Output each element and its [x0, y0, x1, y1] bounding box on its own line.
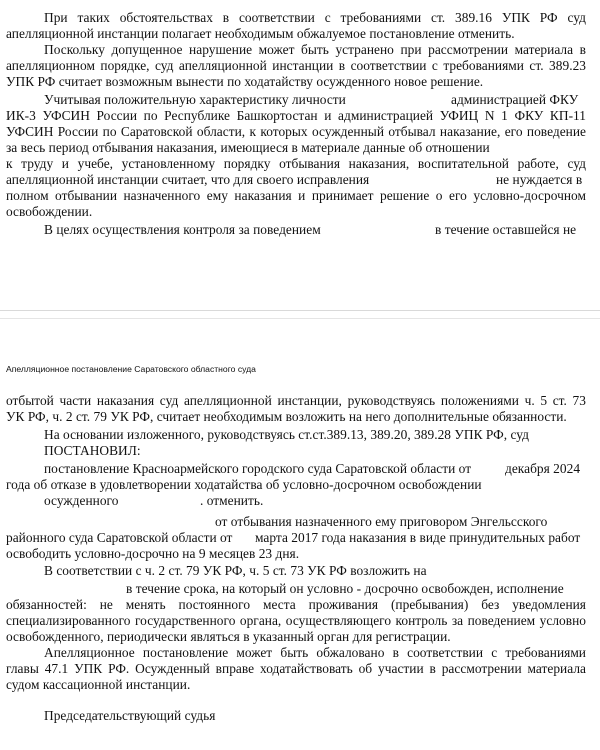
text-line: На основании изложенного, руководствуясь ст.ст.389.13, 389.20, 389.28 УПК РФ, суд	[44, 427, 529, 442]
text-line: года об отказе в удовлетворении ходатайства об условно-досрочном освобождении	[6, 477, 482, 492]
text-line: освобожденного, периодически являться в указанный орган для регистрации.	[6, 629, 451, 644]
text-line: в течение срока, на который он условно - досрочно освобожден, исполнение	[126, 581, 564, 596]
text-line: полном отбывании назначенного ему наказания и принимает решение о его условно-досрочном	[6, 188, 586, 203]
text-line: за весь период отбывания наказания, имеющиеся в материале данные об отношении	[6, 140, 490, 155]
text-line: к труду и учебе, установленному порядку отбывания наказания, воспитательной работе, суд	[6, 156, 586, 171]
text-line: ИК-3 УФСИН России по Республике Башкортостан и администрацией УФИЦ N 1 ФКУ КП-11	[6, 108, 586, 123]
text-line: ПОСТАНОВИЛ:	[44, 443, 141, 458]
text-line: освобождении.	[6, 204, 93, 219]
text-line: УПК РФ считает возможным вынести по ходатайству осужденного новое решение.	[6, 74, 484, 89]
document-page-top	[0, 0, 600, 310]
text-line: Апелляционное постановление может быть обжаловано в соответствии с требованиями	[44, 645, 586, 660]
text-line: районного суда Саратовской области от	[6, 530, 233, 545]
text-line: При таких обстоятельствах в соответствии с требованиями ст. 389.16 УПК РФ суд	[44, 10, 586, 25]
text-line: осужденного	[44, 493, 119, 508]
running-header: Апелляционное постановление Саратовского областного суда	[6, 364, 256, 374]
text-line: УК РФ, ч. 2 ст. 79 УК РФ, считает необходимым возложить на него дополнительные обязанности.	[6, 409, 567, 424]
text-line: от отбывания назначенного ему приговором Энгельсского	[215, 514, 548, 529]
text-line: главы 47.1 УПК РФ. Осужденный вправе ходатайствовать об участии в рассмотрении материала	[6, 661, 586, 676]
text-line: В целях осуществления контроля за поведением	[44, 222, 321, 237]
text-line: специализированного государственного органа, осуществляющего контроль за поведением условно	[6, 613, 586, 628]
text-line: апелляционной инстанции считает, что для своего исправления	[6, 172, 370, 187]
text-line: администрацией ФКУ	[451, 92, 579, 107]
text-line: . отменить.	[200, 493, 264, 508]
text-line: В соответствии с ч. 2 ст. 79 УК РФ, ч. 5 ст. 73 УК РФ возложить на	[44, 563, 427, 578]
text-line: освободить условно-досрочно на 9 месяцев 23 дня.	[6, 546, 300, 561]
text-line: УФСИН России по Саратовской области, к которых осужденный отбывал наказание, его поведение	[6, 124, 586, 139]
text-line: апелляционном порядке, суд апелляционной инстанции в соответствии с требованиями ст. 389.23	[6, 58, 586, 73]
text-line: Поскольку допущенное нарушение может быть устранено при рассмотрении материала в	[44, 42, 586, 57]
text-line: в течение оставшейся не	[435, 222, 577, 237]
text-line: обязанностей: не менять постоянного места проживания (пребывания) без уведомления	[6, 597, 586, 612]
signature-caption: Председательствующий судья	[44, 708, 216, 723]
text-line: марта 2017 года наказания в виде принудительных работ	[255, 530, 581, 545]
text-line: постановление Красноармейского городского суда Саратовской области от	[44, 461, 472, 476]
text-line: не нуждается в	[496, 172, 583, 187]
text-line: апелляционной инстанции полагает необходимым обжалуемое постановление отменить.	[6, 26, 515, 41]
text-line: декабря 2024	[505, 461, 581, 476]
text-line: отбытой части наказания суд апелляционной инстанции, руководствуясь положениями ч. 5 ст. 73	[6, 393, 586, 408]
text-line: судом кассационной инстанции.	[6, 677, 191, 692]
document-page-bottom	[0, 318, 600, 750]
text-line: Учитывая положительную характеристику личности	[44, 92, 346, 107]
